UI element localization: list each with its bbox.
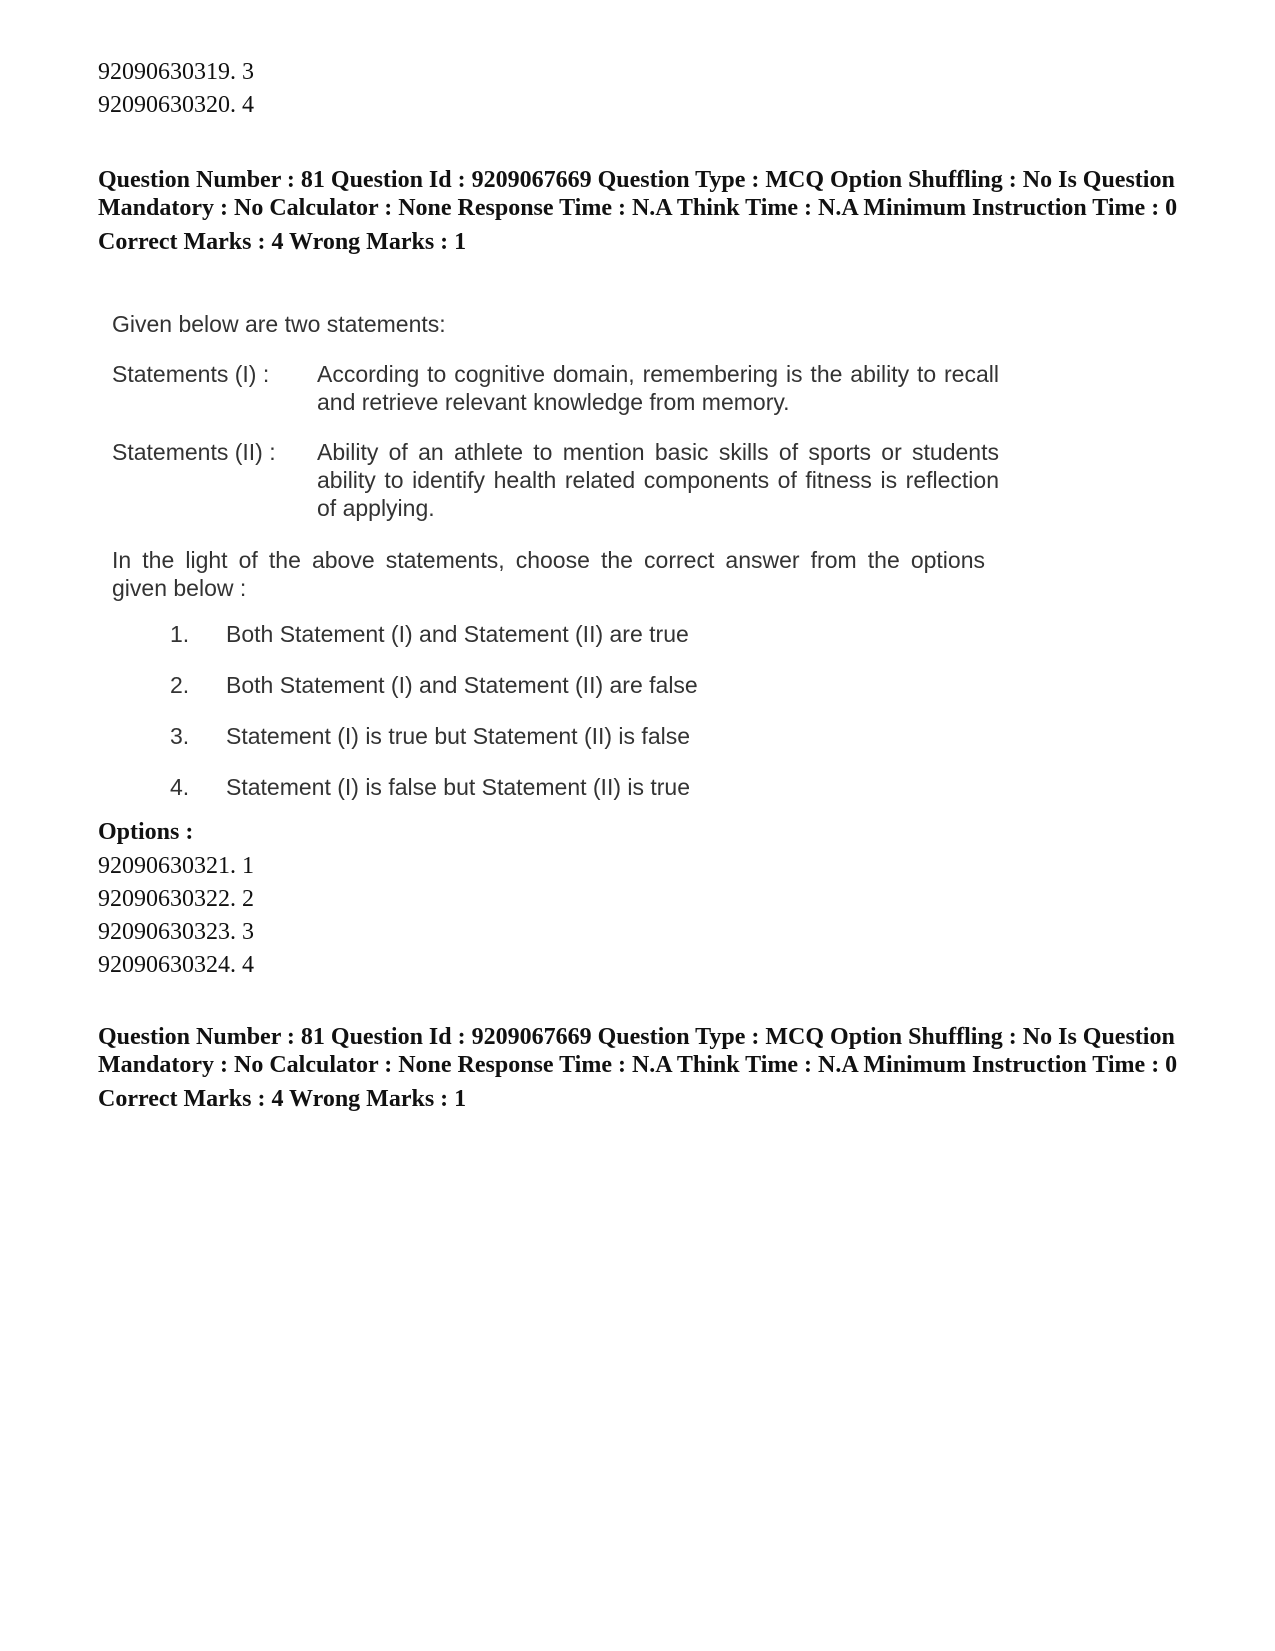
question-marks: Correct Marks : 4 Wrong Marks : 1 [98, 229, 467, 255]
choice-text: Statement (I) is false but Statement (II) is true [226, 774, 691, 800]
choice-text: Statement (I) is true but Statement (II) is false [226, 723, 691, 749]
statement-text: Ability of an athlete to mention basic skills of sports or students ability to identify health related components of fitness is reflection of applying. [317, 439, 999, 521]
option-line: 92090630321. 1 [98, 853, 254, 879]
statement-label: Statements (II) : [112, 439, 276, 465]
question-body [98, 300, 998, 840]
question-header [98, 166, 1188, 256]
question-meta: Question Number : 81 Question Id : 9209067669 Question Type : MCQ Option Shuffling : No Is Question Mandatory : No Calculator : None Response Time : N.A Think Time : N.A Minimum Instruction Time : 0 [98, 1024, 1178, 1078]
option-line: 92090630324. 4 [98, 952, 254, 978]
question-marks: Correct Marks : 4 Wrong Marks : 1 [98, 1086, 467, 1112]
answer-choice [170, 722, 690, 750]
options-label: Options : [98, 819, 194, 845]
choice-text: Both Statement (I) and Statement (II) are true [226, 621, 689, 647]
previous-option-line: 92090630319. 3 [98, 59, 254, 85]
choice-text: Both Statement (I) and Statement (II) are false [226, 672, 698, 698]
statement-label: Statements (I) : [112, 361, 270, 387]
answer-choice [170, 773, 690, 801]
choice-number: 2. [170, 672, 190, 698]
question-header [98, 1023, 1188, 1113]
answer-choice [170, 620, 689, 648]
statement-text: According to cognitive domain, remembering is the ability to recall and retrieve relevant knowledge from memory. [317, 361, 999, 415]
question-intro: Given below are two statements: [112, 311, 446, 337]
question-prompt: In the light of the above statements, choose the correct answer from the options given below : [112, 547, 985, 601]
option-line: 92090630322. 2 [98, 886, 254, 912]
choice-number: 3. [170, 723, 190, 749]
choice-number: 4. [170, 774, 190, 800]
choice-number: 1. [170, 621, 190, 647]
option-line: 92090630323. 3 [98, 919, 254, 945]
previous-option-line: 92090630320. 4 [98, 92, 254, 118]
answer-choice [170, 671, 698, 699]
question-meta: Question Number : 81 Question Id : 9209067669 Question Type : MCQ Option Shuffling : No Is Question Mandatory : No Calculator : None Response Time : N.A Think Time : N.A Minimum Instruction Time : 0 [98, 167, 1178, 221]
